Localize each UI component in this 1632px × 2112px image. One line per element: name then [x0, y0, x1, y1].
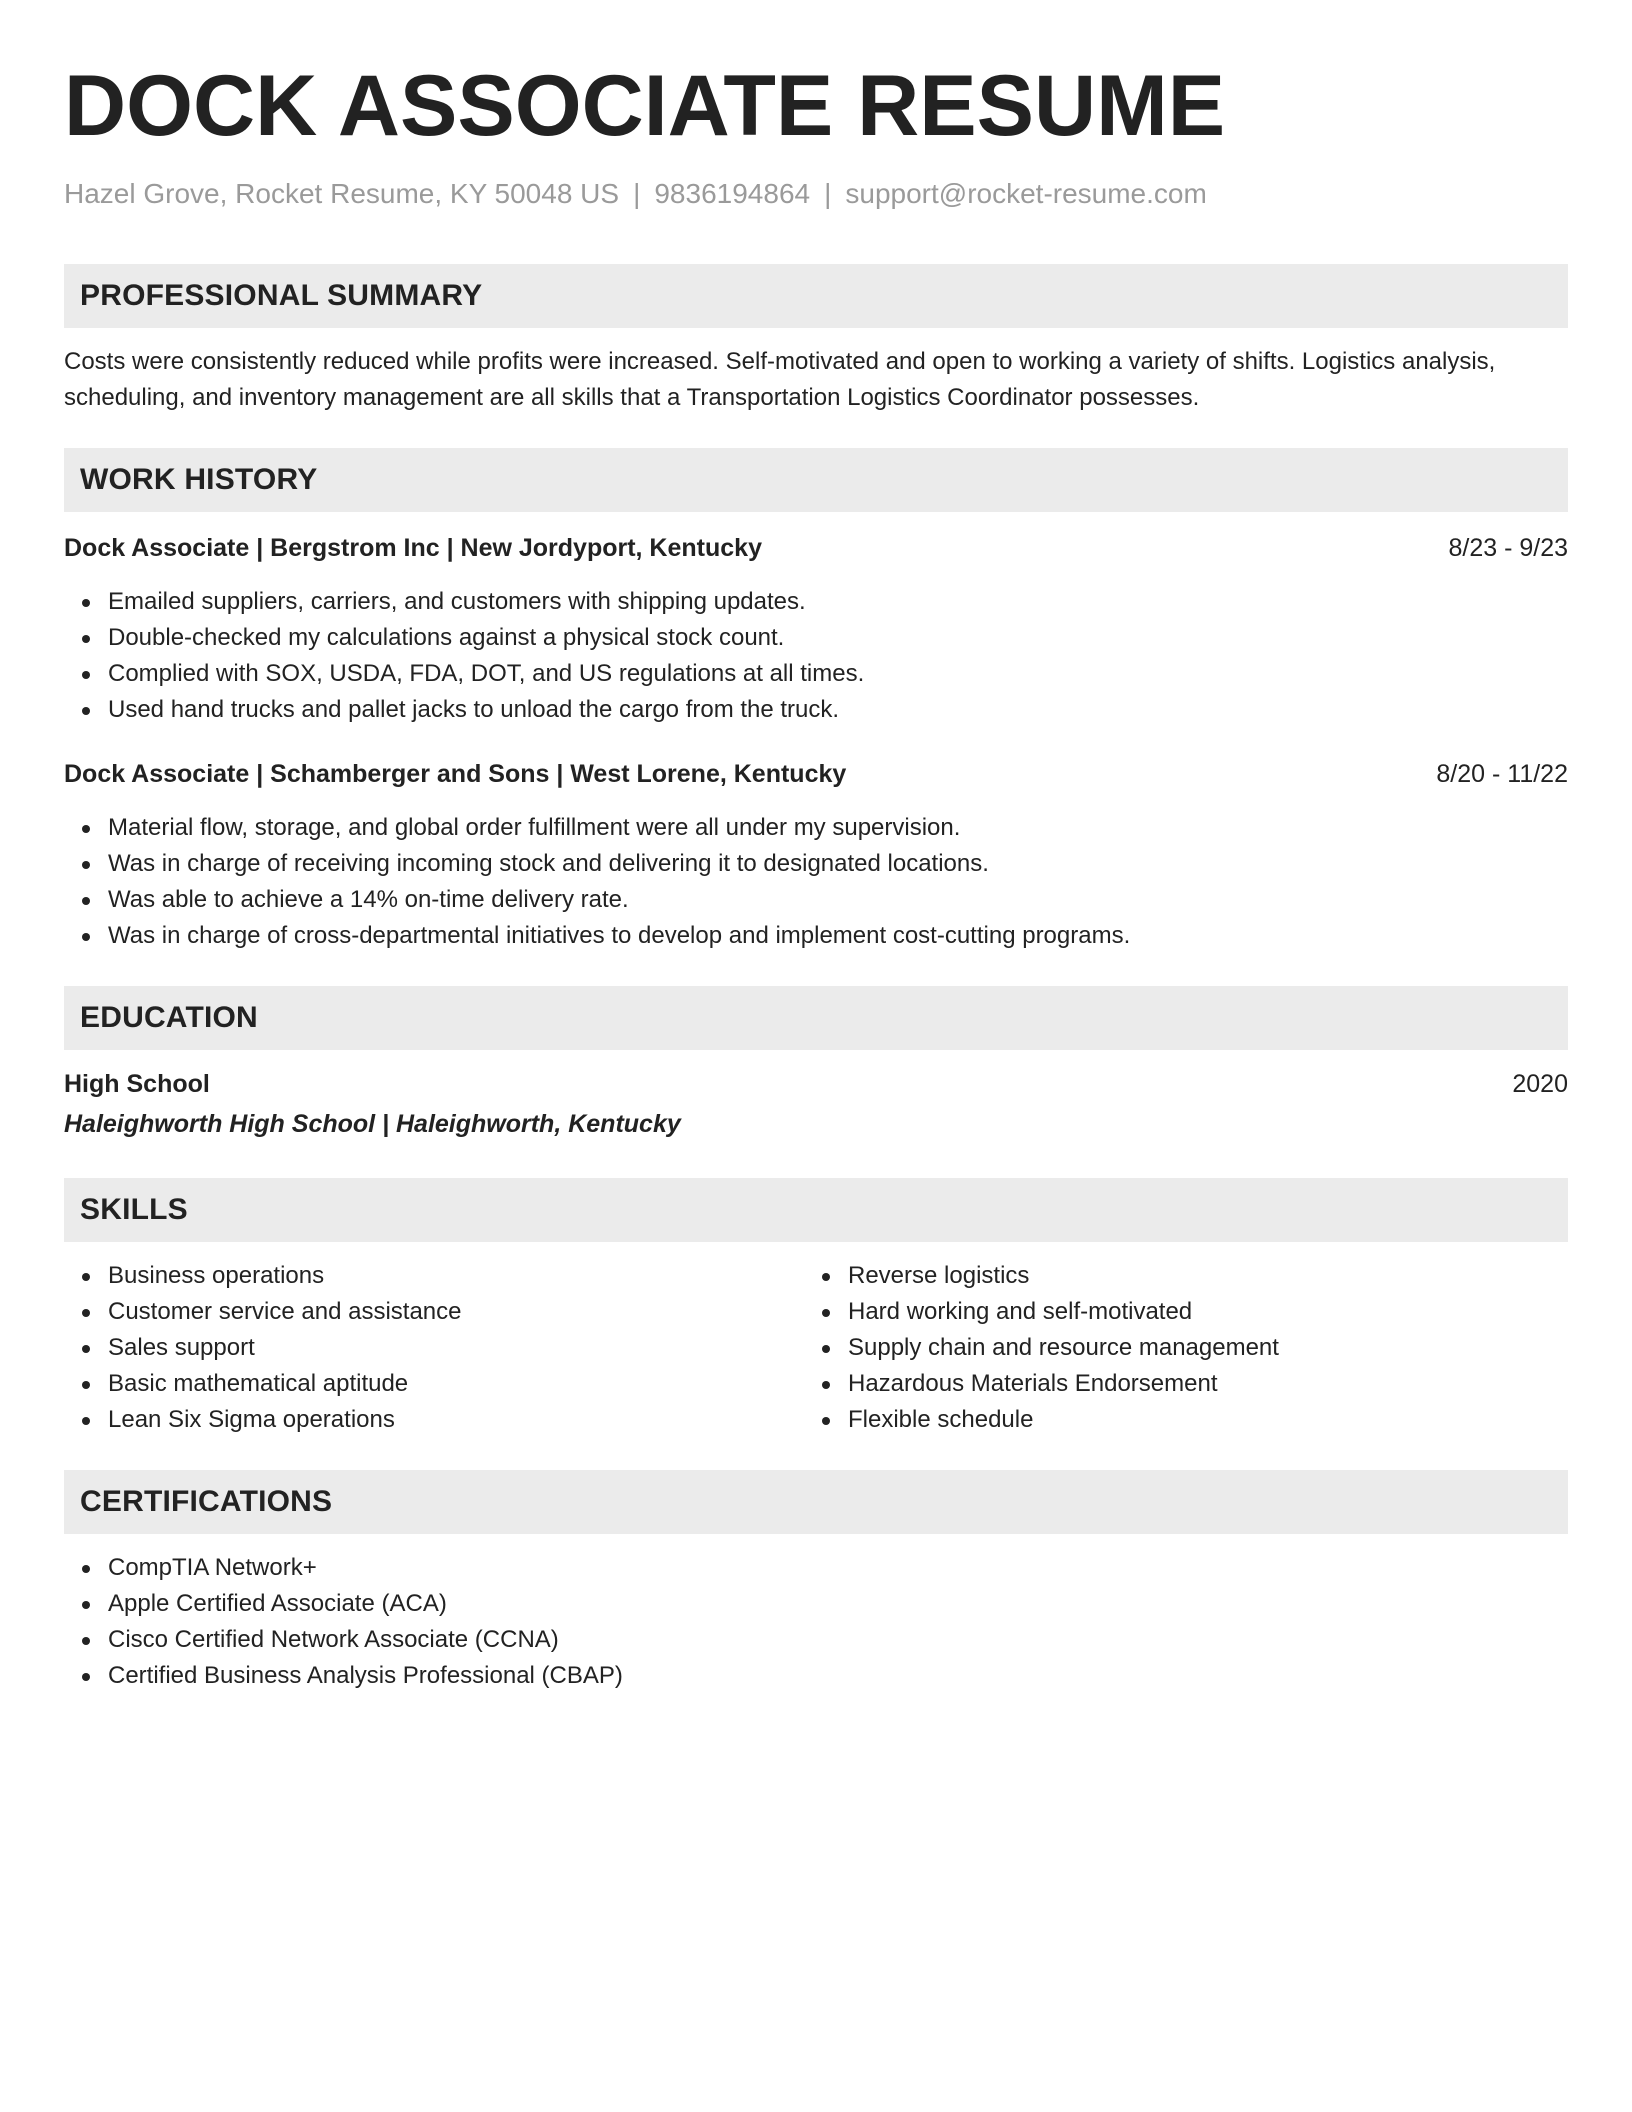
contact-line — [64, 176, 1568, 212]
skill-item: Hard working and self-motivated — [804, 1294, 1544, 1330]
job-bullets — [64, 810, 1568, 954]
certification-item: Certified Business Analysis Professional (CBAP) — [64, 1658, 1568, 1694]
education-degree: High School — [64, 1070, 210, 1098]
skill-item: Flexible schedule — [804, 1402, 1544, 1438]
job-bullet: Complied with SOX, USDA, FDA, DOT, and US regulations at all times. — [64, 656, 1568, 692]
job-bullets — [64, 584, 1568, 728]
section-header-work-history: WORK HISTORY — [64, 448, 1568, 512]
skill-item: Business operations — [64, 1258, 804, 1294]
contact-separator: | — [824, 178, 832, 209]
certification-item: Cisco Certified Network Associate (CCNA) — [64, 1622, 1568, 1658]
job-entry — [64, 756, 1568, 954]
summary-text: Costs were consistently reduced while profits were increased. Self-motivated and open to working a variety of shifts. Logistics analysis, scheduling, and inventory management are all skills that a Transportation Logistics Coordinator possesses. — [64, 348, 1496, 411]
skill-item: Customer service and assistance — [64, 1294, 804, 1330]
skills-columns — [64, 1258, 1568, 1438]
education-entry — [64, 1066, 1568, 1142]
skills-list-right — [804, 1258, 1544, 1438]
certification-item: CompTIA Network+ — [64, 1550, 1568, 1586]
job-bullet: Material flow, storage, and global order fulfillment were all under my supervision. — [64, 810, 1568, 846]
education-school: Haleighworth High School | Haleighworth, Kentucky — [64, 1110, 681, 1138]
job-bullet: Was in charge of receiving incoming stock and delivering it to designated locations. — [64, 846, 1568, 882]
skills-list-left — [64, 1258, 804, 1438]
certification-item: Apple Certified Associate (ACA) — [64, 1586, 1568, 1622]
section-header-skills: SKILLS — [64, 1178, 1568, 1242]
contact-email: support@rocket-resume.com — [845, 178, 1207, 209]
resume-title: DOCK ASSOCIATE RESUME — [64, 58, 1226, 154]
skill-item: Sales support — [64, 1330, 804, 1366]
skill-item: Supply chain and resource management — [804, 1330, 1544, 1366]
skill-item: Reverse logistics — [804, 1258, 1544, 1294]
contact-separator: | — [633, 178, 641, 209]
contact-address: Hazel Grove, Rocket Resume, KY 50048 US — [64, 178, 620, 209]
skill-item: Basic mathematical aptitude — [64, 1366, 804, 1402]
job-bullet: Used hand trucks and pallet jacks to unload the cargo from the truck. — [64, 692, 1568, 728]
job-dates: 8/20 - 11/22 — [1436, 760, 1568, 788]
job-dates: 8/23 - 9/23 — [1448, 534, 1568, 562]
job-entry — [64, 530, 1568, 728]
job-bullet: Double-checked my calculations against a physical stock count. — [64, 620, 1568, 656]
job-title: Dock Associate | Bergstrom Inc | New Jordyport, Kentucky — [64, 534, 762, 562]
section-header-summary: PROFESSIONAL SUMMARY — [64, 264, 1568, 328]
job-bullet: Was able to achieve a 14% on-time delivery rate. — [64, 882, 1568, 918]
job-title: Dock Associate | Schamberger and Sons | West Lorene, Kentucky — [64, 760, 847, 788]
contact-phone: 9836194864 — [654, 178, 811, 209]
skill-item: Lean Six Sigma operations — [64, 1402, 804, 1438]
section-header-education: EDUCATION — [64, 986, 1568, 1050]
job-bullet: Emailed suppliers, carriers, and customers with shipping updates. — [64, 584, 1568, 620]
section-header-certifications: CERTIFICATIONS — [64, 1470, 1568, 1534]
skill-item: Hazardous Materials Endorsement — [804, 1366, 1544, 1402]
education-year: 2020 — [1512, 1070, 1568, 1098]
certifications-list — [64, 1550, 1568, 1694]
job-bullet: Was in charge of cross-departmental initiatives to develop and implement cost-cutting programs. — [64, 918, 1568, 954]
